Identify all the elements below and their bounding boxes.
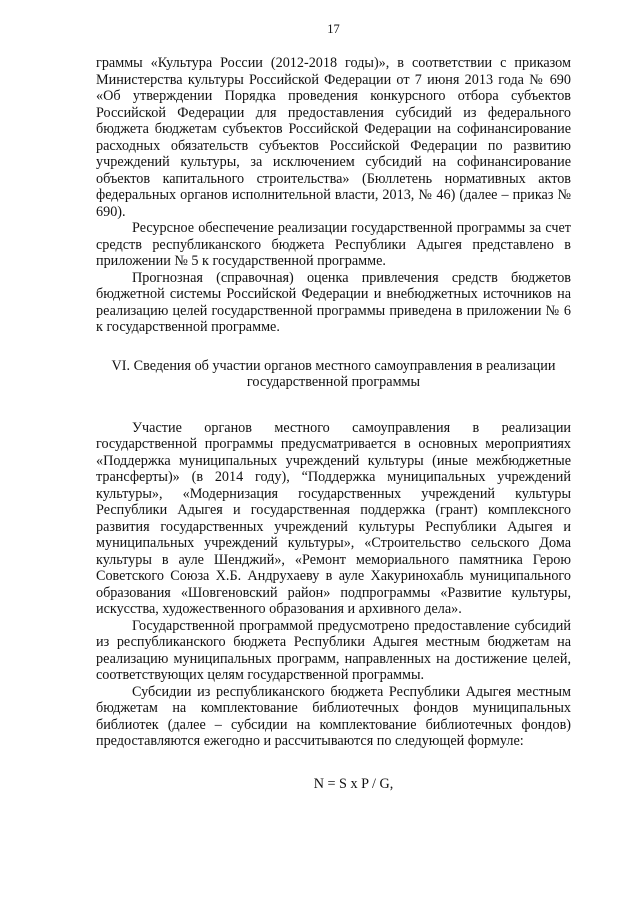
formula: N = S x P / G, xyxy=(313,775,394,792)
page-number: 17 xyxy=(327,22,340,36)
section-heading-line2: государственной программы xyxy=(246,374,421,390)
section-heading-line1: VI. Сведения об участии органов местного самоуправления в реализации xyxy=(111,357,556,374)
paragraph-forecast-assessment: Прогнозная (справочная) оценка привлечения средств бюджетов бюджетной системы Российской Федерации и внебюджетных источников на реализацию целей государственной программы приведена в приложении № 6 к государственной программе. xyxy=(96,269,571,335)
paragraph-subsidies-provision: Государственной программой предусмотрено предоставление субсидий из республиканского бюджета Республики Адыгея местным бюджетам на реализацию муниципальных программ, направленных на достижение целей, соответствующих целям государственной программы. xyxy=(96,617,571,683)
paragraph-local-participation: Участие органов местного самоуправления в реализации государственной программы предусматривается в основных мероприятиях «Поддержка муниципальных учреждений культуры (иные межбюджетные трансферты)» (в 2014 году), “Поддержка муниципальных учреждений культуры», «Модернизация государственных учреждений культуры Республики Адыгея и государственная поддержка (грант) комплексного развития государственных учреждений культуры Республики Адыгея и муниципальных учреждений культуры», «Строительство сельского Дома культуры в ауле Шенджий», «Ремонт мемориального памятника Герою Советского Союза Х.Б. Андрухаеву в ауле Хакуринохабль муниципального образования «Шовгеновский район» подпрограммы «Развитие культуры, искусства, художественного образования и архивного дела». xyxy=(96,419,571,617)
paragraph-library-subsidies: Субсидии из республиканского бюджета Республики Адыгея местным бюджетам на комплектование библиотечных фондов муниципальных библиотек (далее – субсидии на комплектование библиотечных фондов) предоставляются ежегодно и рассчитываются по следующей формуле: xyxy=(96,683,571,749)
paragraph-resource-provision: Ресурсное обеспечение реализации государственной программы за счет средств республиканского бюджета Республики Адыгея представлено в приложении № 5 к государственной программе. xyxy=(96,220,571,269)
paragraph-continuation: граммы «Культура России (2012-2018 годы)», в соответствии с приказом Министерства культуры Российской Федерации от 7 июня 2013 года № 690 «Об утверждении Порядка проведения конкурсного отбора субъектов Российской Федерации для предоставления субсидий из федерального бюджета бюджетам субъектов Российской Федерации на софинансирование расходных обязательств субъектов Российской Федерации по развитию учреждений культуры, за исключением субсидий на софинансирование объектов капитального строительства» (Бюллетень нормативных актов федеральных органов исполнительной власти, 2013, № 46) (далее – приказ № 690). xyxy=(96,55,571,220)
section-heading xyxy=(96,358,571,391)
